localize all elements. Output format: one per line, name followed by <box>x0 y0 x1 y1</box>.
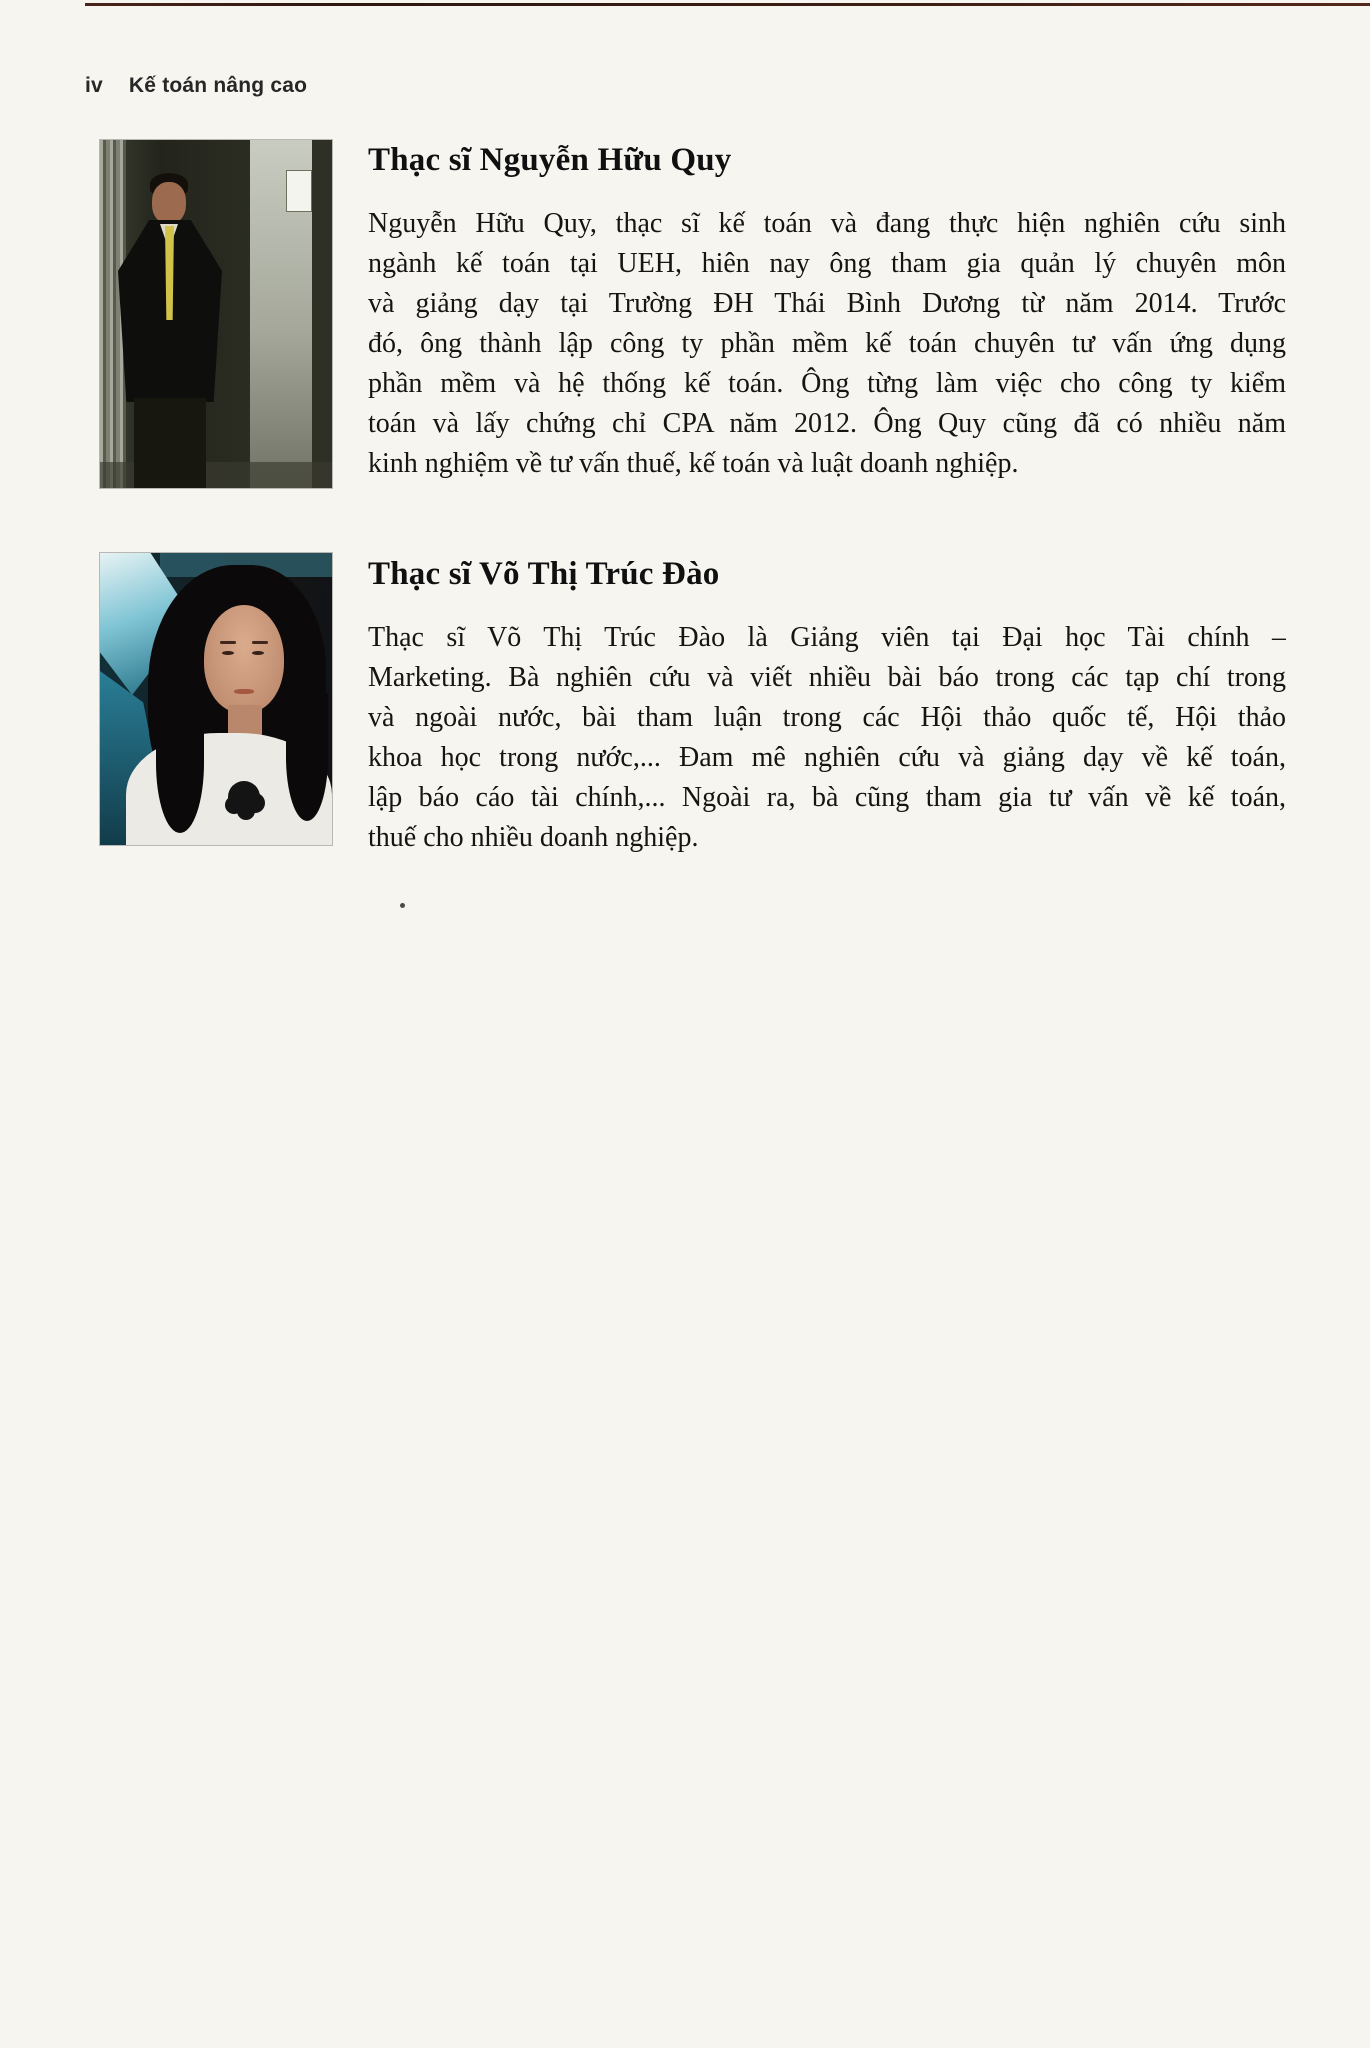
running-header <box>85 74 307 98</box>
bio1-paragraph <box>368 204 1286 484</box>
bio1-line: ngành kế toán tại UEH, hiên nay ông tham gia quản lý chuyên môn <box>368 248 1286 279</box>
photo2-hair-strand-left <box>156 693 204 833</box>
photo2-flower-brooch <box>228 781 260 813</box>
photo1-man-tie <box>165 226 174 320</box>
top-rule <box>85 3 1370 6</box>
running-title: Kế toán nâng cao <box>128 74 308 97</box>
bio2-line: Thạc sĩ Võ Thị Trúc Đào là Giảng viên tại Đại học Tài chính – <box>368 622 1286 653</box>
bio1-line: Nguyễn Hữu Quy, thạc sĩ kế toán và đang thực hiện nghiên cứu sinh <box>368 208 1286 239</box>
photo2-woman-mouth <box>234 689 254 694</box>
bio2-line: và ngoài nước, bài tham luận trong các Hội thảo quốc tế, Hội thảo <box>368 702 1286 733</box>
scan-dot-artifact <box>400 903 405 908</box>
bio-nguyen-huu-quy <box>368 142 1286 484</box>
photo2-woman-face <box>204 605 284 713</box>
bio2-line: lập báo cáo tài chính,... Ngoài ra, bà cũng tham gia tư vấn về kế toán, <box>368 782 1286 813</box>
bio1-line: kinh nghiệm về tư vấn thuế, kế toán và luật doanh nghiệp. <box>368 448 1019 479</box>
bio1-line: và giảng dạy tại Trường ĐH Thái Bình Dương từ năm 2014. Trước <box>368 288 1286 319</box>
photo1-man-face <box>152 182 186 224</box>
bio1-line: toán và lấy chứng chỉ CPA năm 2012. Ông Quy cũng đã có nhiều năm <box>368 408 1286 439</box>
bio1-line: phần mềm và hệ thống kế toán. Ông từng làm việc cho công ty kiểm <box>368 368 1286 399</box>
bio2-title: Thạc sĩ Võ Thị Trúc Đào <box>368 556 720 592</box>
photo1-white-card <box>286 170 312 212</box>
photo1-man-legs <box>134 398 206 488</box>
bio1-title: Thạc sĩ Nguyễn Hữu Quy <box>368 142 732 178</box>
bio2-line: thuế cho nhiều doanh nghiệp. <box>368 822 699 853</box>
photo1-right-edge <box>312 140 332 488</box>
photo2-woman-eye-left <box>222 651 234 655</box>
bio2-line: Marketing. Bà nghiên cứu và viết nhiều bài báo trong các tạp chí trong <box>368 662 1286 693</box>
photo2-woman-brow-right <box>252 641 268 644</box>
bio2-paragraph <box>368 618 1286 858</box>
bio-vo-thi-truc-dao <box>368 556 1286 858</box>
photo2-hair-strand-right <box>286 693 328 821</box>
bio2-line: khoa học trong nước,... Đam mê nghiên cứu và giảng dạy về kế toán, <box>368 742 1286 773</box>
photo2-woman-eye-right <box>252 651 264 655</box>
photo2-woman-brow-left <box>220 641 236 644</box>
photo-nguyen-huu-quy <box>100 140 332 488</box>
photo-vo-thi-truc-dao <box>100 553 332 845</box>
page-number: iv <box>85 74 103 97</box>
bio1-line: đó, ông thành lập công ty phần mềm kế toán chuyên tư vấn ứng dụng <box>368 328 1286 359</box>
